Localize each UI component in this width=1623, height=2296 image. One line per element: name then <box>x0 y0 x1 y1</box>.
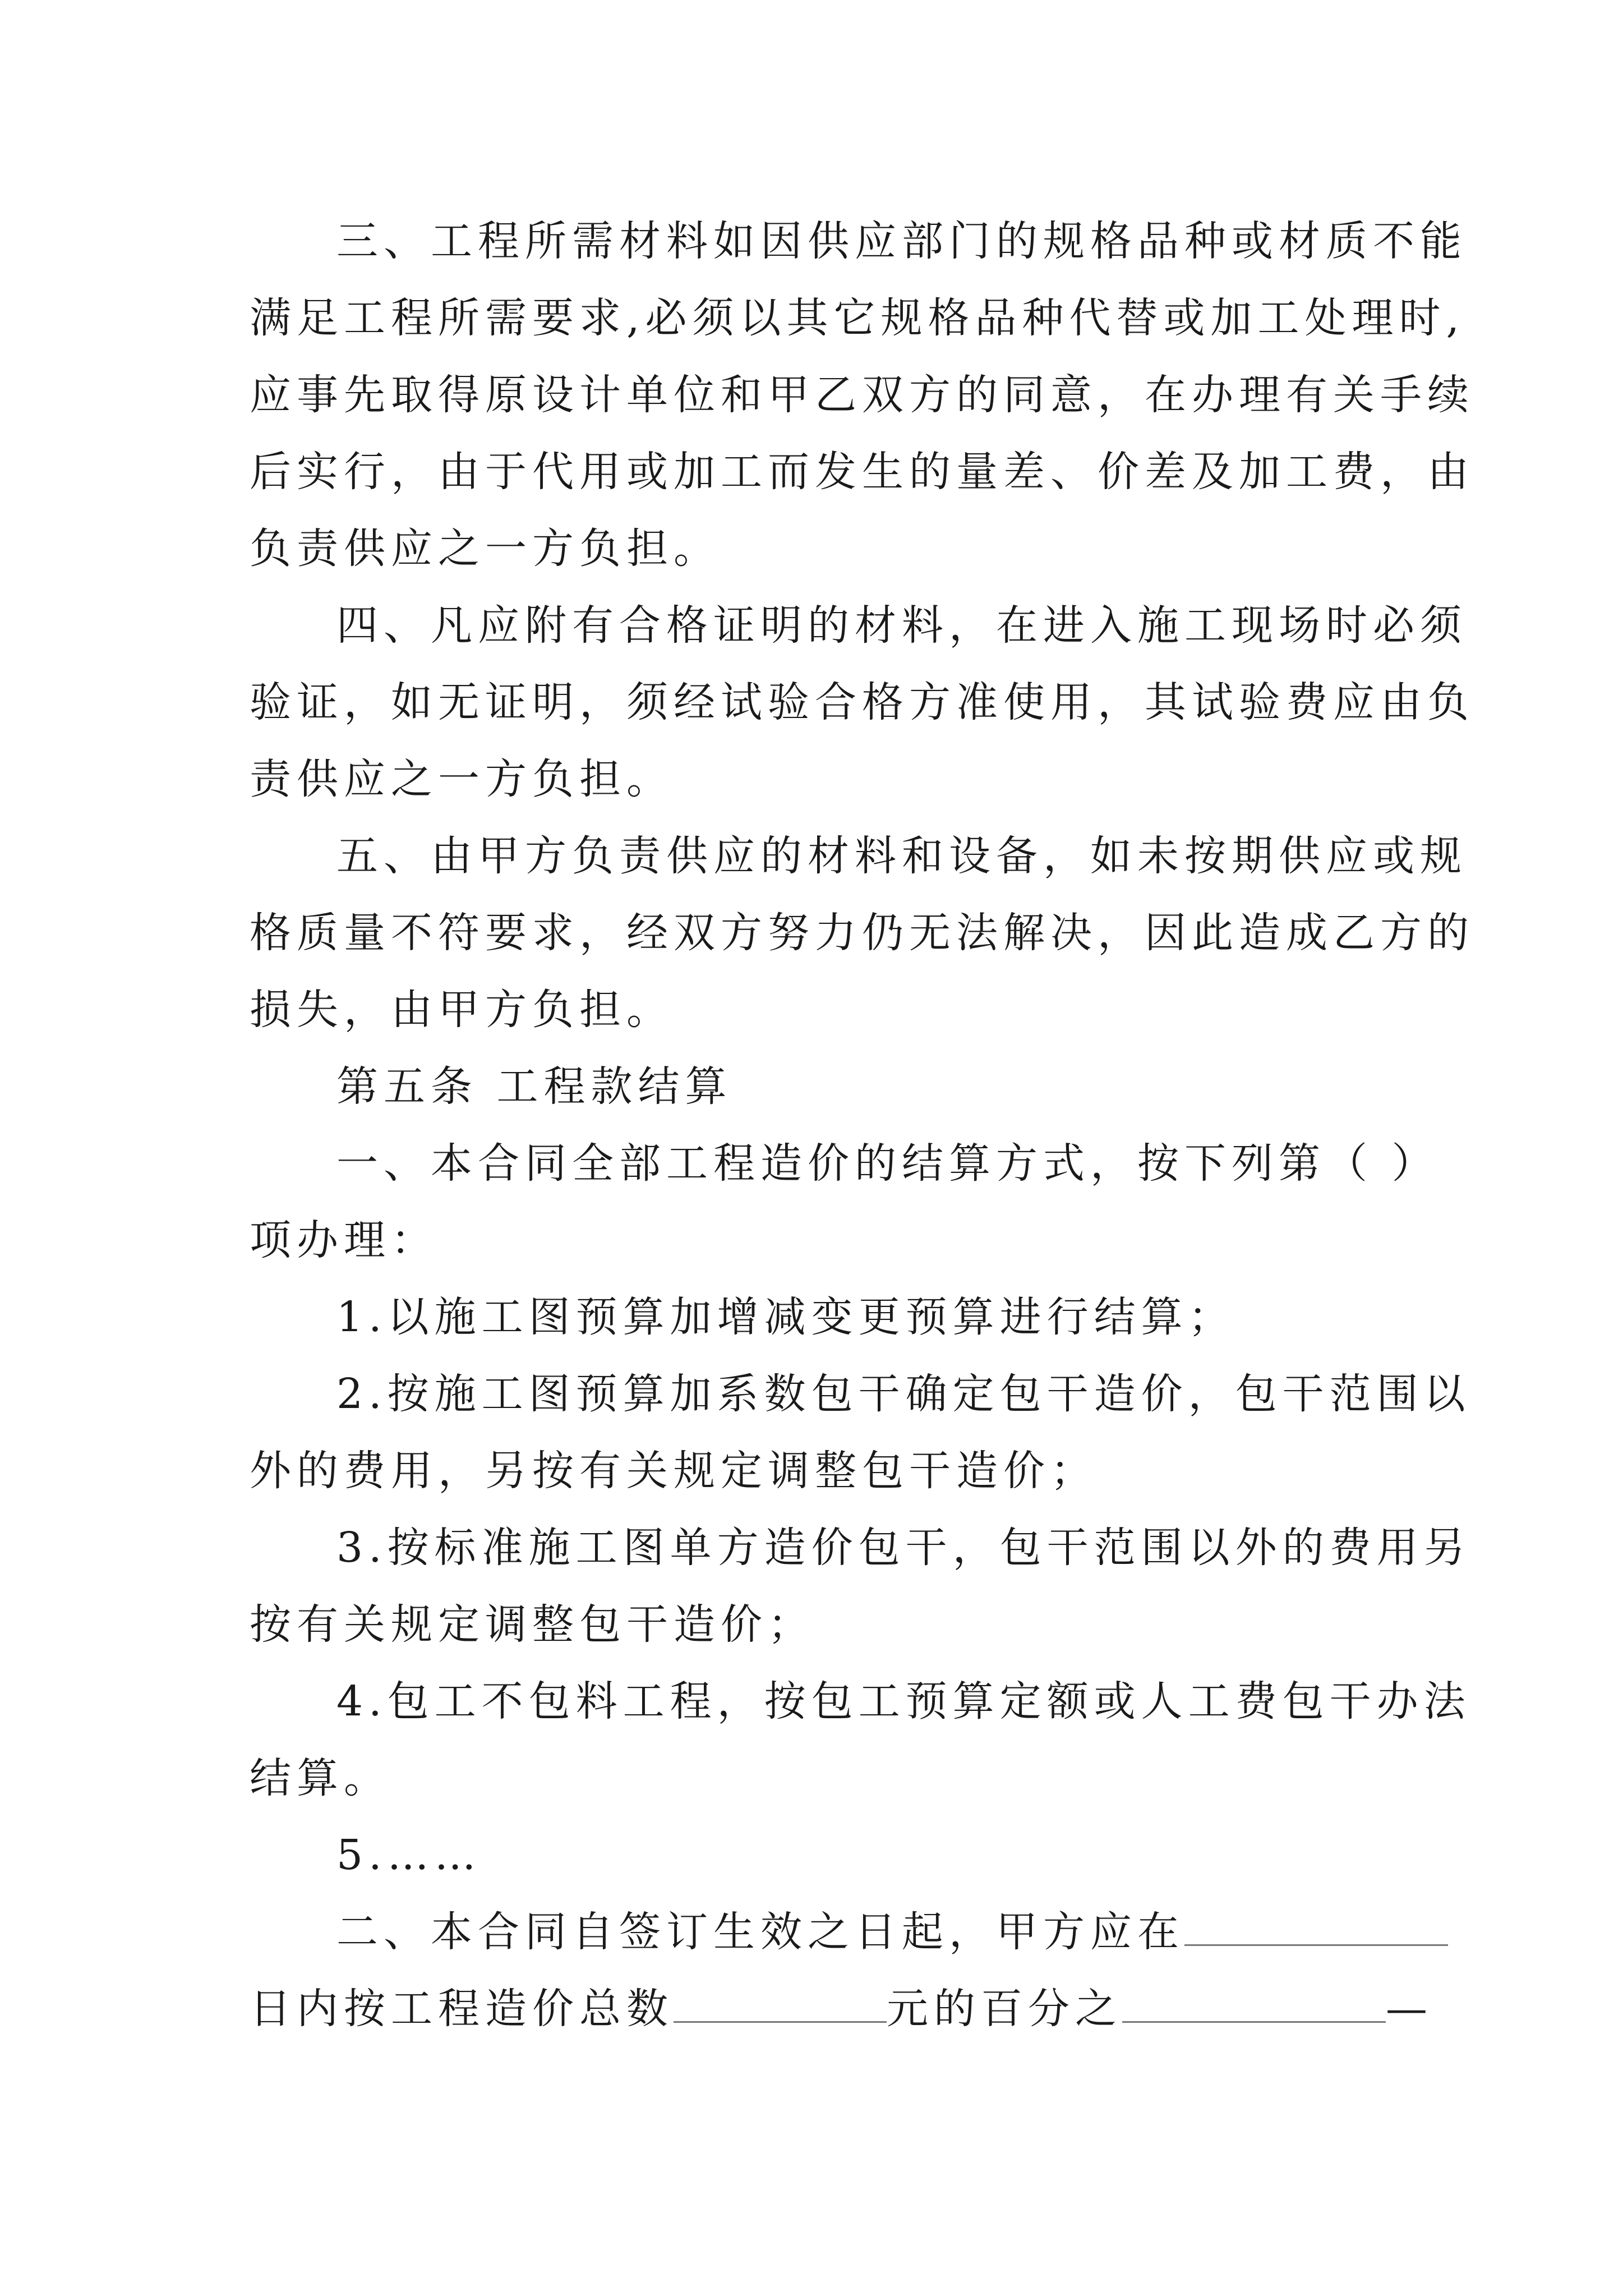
paragraph-line: 一、本合同全部工程造价的结算方式，按下列第（ ） <box>336 1139 1439 1188</box>
paragraph-line: 满足工程所需要求,必须以其它规格品种代替或加工处理时, <box>250 294 1465 342</box>
list-item: 4.包工不包料工程，按包工预算定额或人工费包干办法 <box>336 1677 1471 1726</box>
paragraph-line <box>250 1981 1433 2037</box>
paragraph-line: 四、凡应附有合格证明的材料，在进入施工现场时必须 <box>336 601 1467 650</box>
paragraph-line: 负责供应之一方负担。 <box>250 524 721 573</box>
paragraph-text: 日内按工程造价总数 <box>250 1985 674 2033</box>
paragraph-text: 二、本合同自签订生效之日起，甲方应在 <box>336 1908 1184 1956</box>
paragraph-line: 三、工程所需材料如因供应部门的规格品种或材质不能 <box>336 217 1467 265</box>
list-item: 3.按标准施工图单方造价包干，包干范围以外的费用另 <box>336 1524 1471 1572</box>
list-item: 结算。 <box>250 1754 391 1802</box>
fill-in-blank[interactable] <box>674 1981 887 2023</box>
paragraph-line: 格质量不符要求，经双方努力仍无法解决，因此造成乙方的 <box>250 909 1474 957</box>
paragraph-text: — <box>1386 1985 1433 2033</box>
paragraph-line <box>336 1904 1448 1960</box>
list-item: 5.…… <box>336 1831 482 1879</box>
paragraph-line: 应事先取得原设计单位和甲乙双方的同意，在办理有关手续 <box>250 371 1474 419</box>
paragraph-line: 项办理： <box>250 1216 438 1264</box>
paragraph-line: 责供应之一方负担。 <box>250 755 674 803</box>
paragraph-text: 元的百分之 <box>887 1985 1122 2033</box>
section-heading: 第五条 工程款结算 <box>336 1062 732 1111</box>
list-item: 2.按施工图预算加系数包干确定包干造价，包干范围以 <box>336 1370 1471 1418</box>
list-item: 1.以施工图预算加增减变更预算进行结算； <box>336 1293 1235 1341</box>
paragraph-line: 验证，如无证明，须经试验合格方准使用，其试验费应由负 <box>250 678 1474 726</box>
fill-in-blank[interactable] <box>1122 1981 1386 2023</box>
list-item: 按有关规定调整包干造价； <box>250 1600 815 1649</box>
fill-in-blank[interactable] <box>1184 1904 1448 1946</box>
paragraph-line: 后实行，由于代用或加工而发生的量差、价差及加工费，由 <box>250 448 1474 496</box>
list-item: 外的费用，另按有关规定调整包干造价； <box>250 1447 1098 1495</box>
paragraph-line: 损失，由甲方负担。 <box>250 986 674 1034</box>
paragraph-line: 五、由甲方负责供应的材料和设备，如未按期供应或规 <box>336 832 1467 880</box>
